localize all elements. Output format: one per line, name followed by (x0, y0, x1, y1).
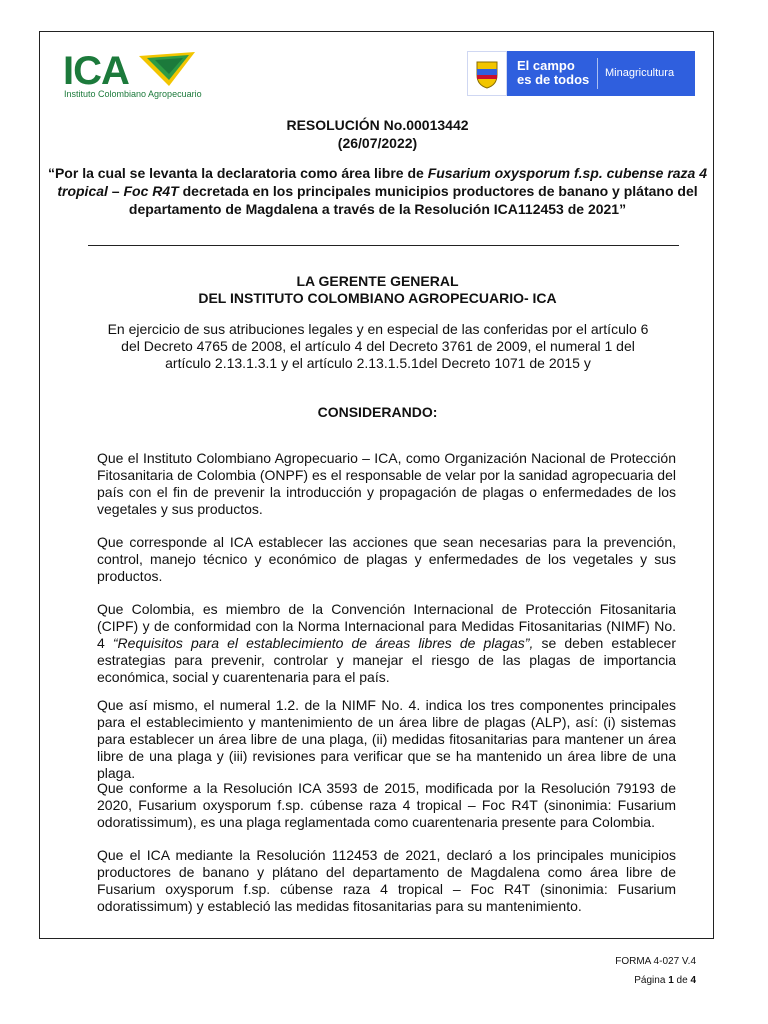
gov-slogan: El campo es de todos (517, 58, 590, 87)
resolution-title (40, 116, 715, 152)
ica-logo-subtitle: Instituto Colombiano Agropecuario (64, 89, 202, 99)
page-number: Página 1 de 4 (634, 975, 696, 986)
ica-logo-text: ICA (63, 49, 129, 93)
resolution-subject: “Por la cual se levanta la declaratoria como área libre de Fusarium oxysporum f.sp. cubense raza 4 tropical – Foc R4T decretada en los principales municipios productores de banano y plátano del departamento de Magdalena a través de la Resolución ICA112453 de 2021” (47, 165, 708, 217)
paragraph-1: Que el Instituto Colombiano Agropecuario – ICA, como Organización Nacional de Protección Fitosanitaria de Colombia (ONPF) es el responsable de velar por la sanidad agropecuaria del país con el fin de prevenir la introducción y propagación de plagas o enfermedades de los vegetales y sus productos. (97, 450, 676, 517)
ica-logo (63, 50, 203, 102)
paragraph-6: Que el ICA mediante la Resolución 112453 de 2021, declaró a los principales municipios productores de banano y plátano del departamento de Magdalena como área libre de Fusarium oxysporum f.sp. cúbense raza 4 tropical – Foc R4T (sinonimia: Fusarium odoratissimum) y estableció las medidas fitosanitarias para su mantenimiento. (97, 847, 676, 914)
paragraph-4: Que así mismo, el numeral 1.2. de la NIMF No. 4. indica los tres componentes principales para el establecimiento y mantenimiento de un área libre de plagas (ALP), así: (i) sistemas para establecer un área libre de una plaga, (ii) medidas fitosanitarias para mantener un área libre de una plaga y (iii) revisiones para verificar que se ha mantenido un área libre de una plaga. (97, 697, 676, 781)
form-code: FORMA 4-027 V.4 (615, 956, 696, 967)
considerando-heading: CONSIDERANDO: (317, 404, 438, 420)
resolution-date: (26/07/2022) (337, 135, 418, 151)
authority-powers: En ejercicio de sus atribuciones legales y en especial de las conferidas por el artículo 6 del Decreto 4765 de 2008, el artículo 4 del Decreto 3761 de 2009, el numeral 1 del artículo 2.13.1.3.1 y el artículo 2.13.1.5.1del Decreto 1071 de 2015 y (107, 321, 649, 371)
gov-separator (597, 58, 598, 89)
resolution-number: RESOLUCIÓN No.00013442 (286, 117, 469, 133)
paragraph-2: Que corresponde al ICA establecer las acciones que sean necesarias para la prevención, control, manejo técnico y económico de plagas y enfermedades de los vegetales y sus productos. (97, 534, 676, 584)
paragraph-5: Que conforme a la Resolución ICA 3593 de 2015, modificada por la Resolución 79193 de 2020, Fusarium oxysporum f.sp. cúbense raza 4 tropical – Foc R4T (sinonimia: Fusarium odoratissimum), es una plaga reglamentada como cuarentenaria presente para Colombia. (97, 780, 676, 830)
paragraph-3: Que Colombia, es miembro de la Convención Internacional de Protección Fitosanitaria (CIPF) y de conformidad con la Norma Internacional para Medidas Fitosanitarias (NIMF) No. 4 “Requisitos para el establecimiento de áreas libres de plagas”, se deben establecer estrategias para prevenir, controlar y manejar el riesgo de las plagas de importancia económica, social y cuarentenaria para el país. (97, 601, 676, 685)
ica-flag-icon (139, 52, 195, 86)
government-banner (467, 51, 695, 96)
authority-heading: LA GERENTE GENERAL DEL INSTITUTO COLOMBIANO AGROPECUARIO- ICA (198, 273, 557, 306)
gov-ministry: Minagricultura (605, 67, 675, 79)
colombia-shield-icon (467, 51, 507, 96)
horizontal-rule (88, 245, 679, 246)
